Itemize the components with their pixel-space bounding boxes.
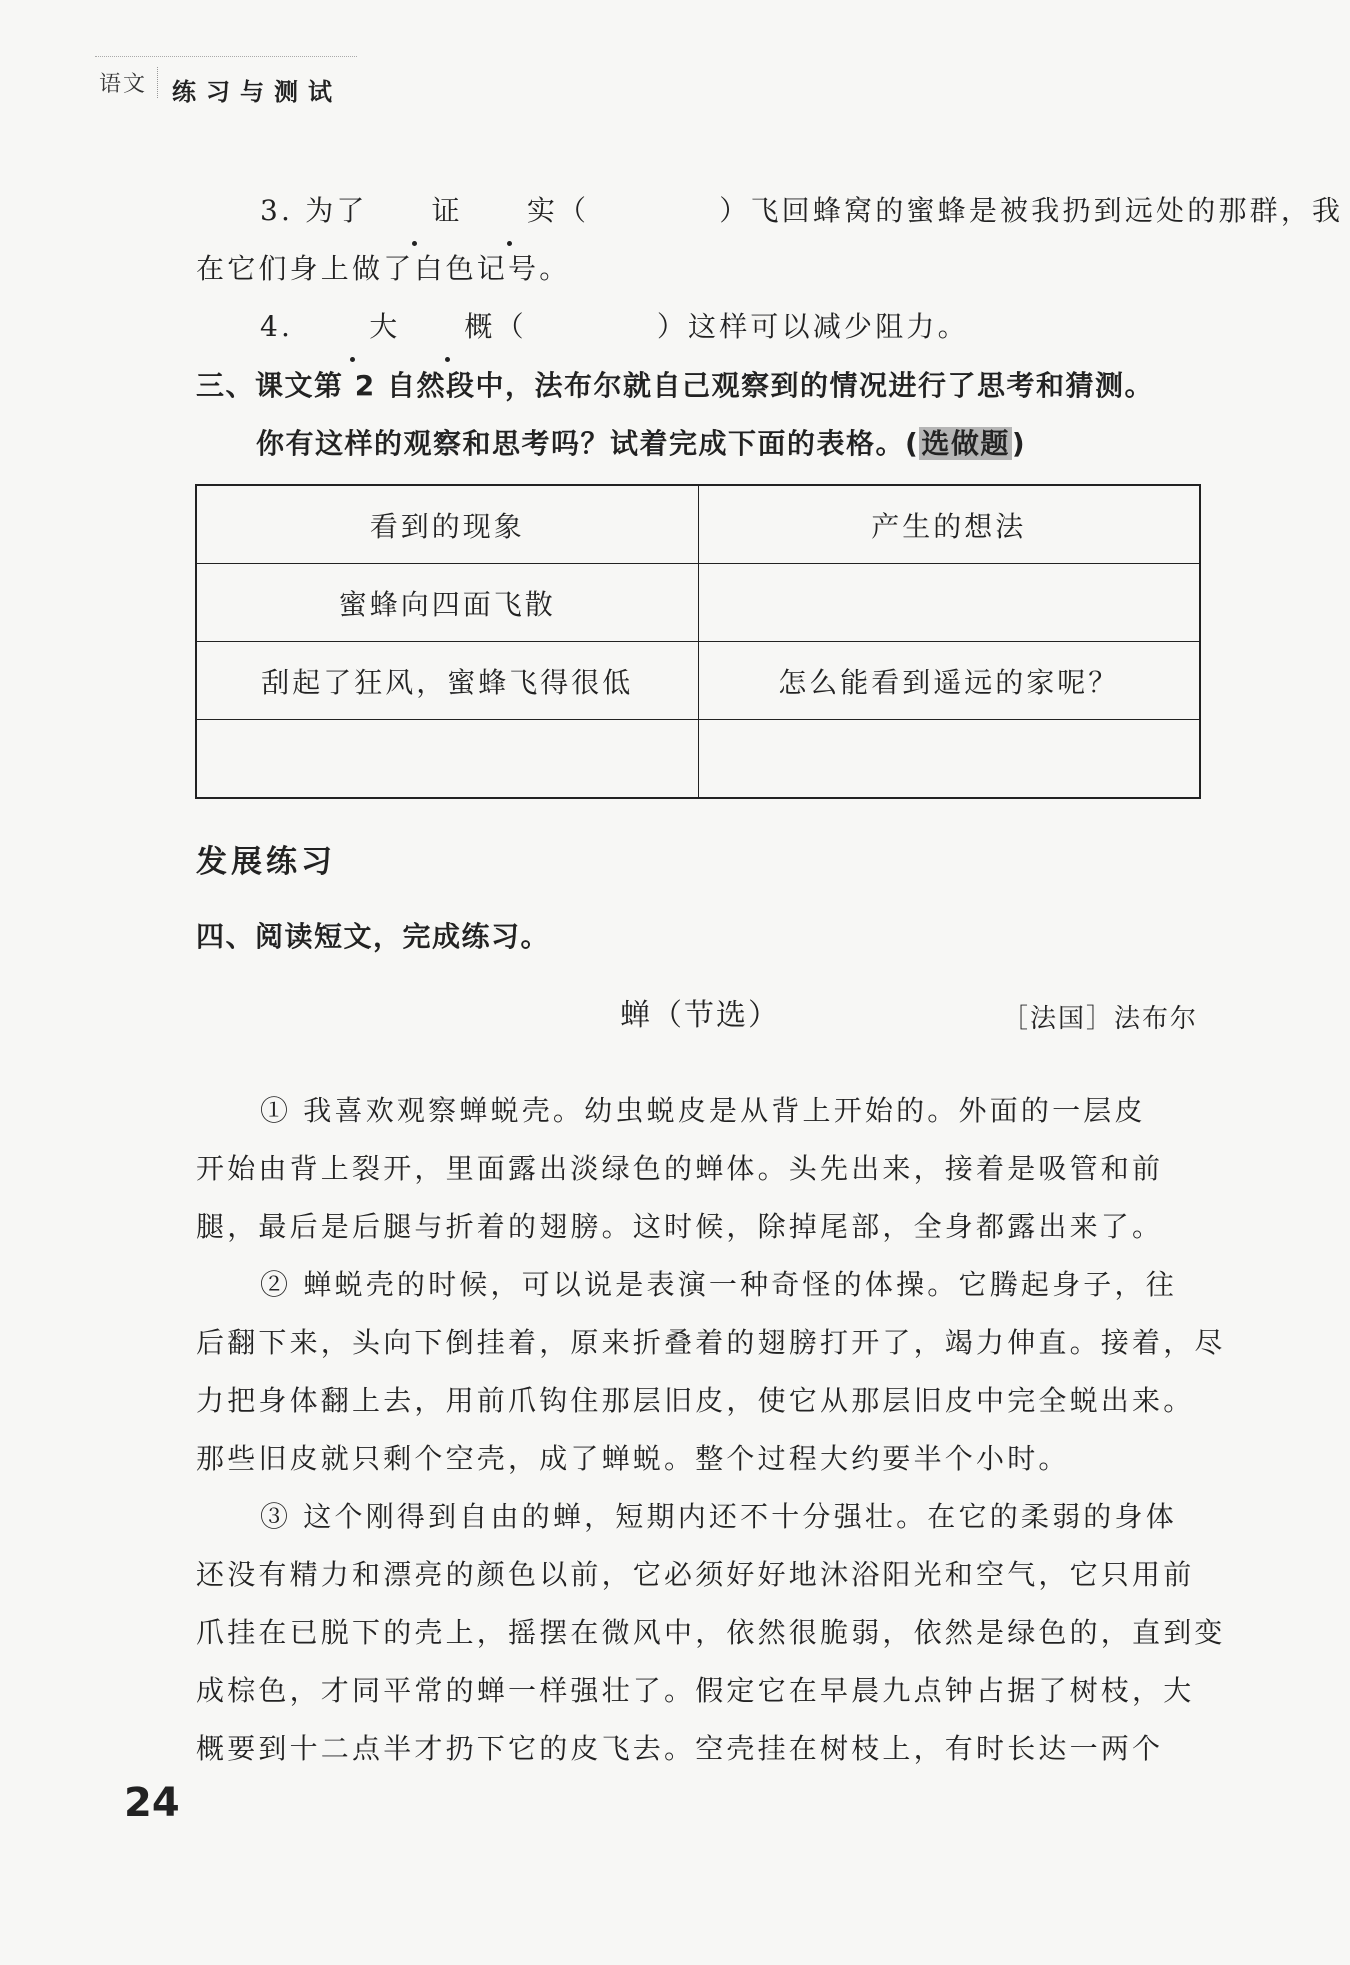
article-author: ［法国］法布尔 — [1002, 1004, 1199, 1034]
article-line: 爪挂在已脱下的壳上，摇摆在微风中，依然很脆弱，依然是绿色的，直到变 — [196, 1616, 1226, 1649]
article-line: 腿，最后是后腿与折着的翅膀。这时候，除掉尾部，全身都露出来了。 — [196, 1210, 1164, 1243]
table-cell-answer[interactable] — [196, 720, 698, 799]
page-number: 24 — [124, 1780, 180, 1826]
section-title: 发展练习 — [196, 844, 336, 880]
dotted-char: 大 — [305, 298, 400, 356]
book-title: 练习与测试 — [172, 78, 343, 106]
table-cell-answer[interactable] — [698, 564, 1200, 642]
question-3-line-2: 你有这样的观察和思考吗？试着完成下面的表格。(选做题) — [256, 427, 1027, 460]
article-line: 后翻下来，头向下倒挂着，原来折叠着的翅膀打开了，竭力伸直。接着，尽 — [196, 1326, 1226, 1359]
table-cell: 怎么能看到遥远的家呢？ — [698, 642, 1200, 720]
article-line: 开始由背上裂开，里面露出淡绿色的蝉体。头先出来，接着是吸管和前 — [196, 1152, 1164, 1185]
item-3-line-1: 3. 为了 证 实（ ）飞回蜂窝的蜜蜂是被我扔到远处的那群，我 — [196, 182, 1206, 240]
article-line: 那些旧皮就只剩个空壳，成了蝉蜕。整个过程大约要半个小时。 — [196, 1442, 1070, 1475]
table-row — [196, 642, 1200, 720]
item-4-line: 4. 大 概（ ）这样可以减少阻力。 — [196, 298, 1206, 356]
observation-table — [195, 484, 1201, 799]
article-line: 还没有精力和漂亮的颜色以前，它必须好好地沐浴阳光和空气，它只用前 — [196, 1558, 1195, 1591]
table-row — [196, 720, 1200, 799]
table-cell-answer[interactable] — [698, 720, 1200, 799]
table-cell: 刮起了狂风，蜜蜂飞得很低 — [196, 642, 698, 720]
table-header-row — [196, 485, 1200, 564]
table-cell: 蜜蜂向四面飞散 — [196, 564, 698, 642]
article-line: 成棕色，才同平常的蝉一样强壮了。假定它在早晨九点钟占据了树枝，大 — [196, 1674, 1195, 1707]
article-line: ② 蝉蜕壳的时候，可以说是表演一种奇怪的体操。它腾起身子，往 — [260, 1268, 1177, 1301]
item-3-line-2: 在它们身上做了白色记号。 — [196, 252, 571, 285]
dotted-char: 概 — [400, 298, 495, 356]
article-line: ③ 这个刚得到自由的蝉，短期内还不十分强壮。在它的柔弱的身体 — [260, 1500, 1177, 1533]
dotted-char: 证 — [368, 182, 463, 240]
page-header — [95, 58, 342, 107]
question-3-line-1: 三、课文第 2 自然段中，法布尔就自己观察到的情况进行了思考和猜测。 — [196, 369, 1154, 402]
article-title: 蝉（节选） — [620, 998, 780, 1033]
article-line: 概要到十二点半才扔下它的皮飞去。空壳挂在树枝上，有时长达一两个 — [196, 1732, 1164, 1765]
header-rule — [95, 56, 357, 57]
optional-tag: 选做题 — [921, 427, 1010, 460]
table-header-cell: 产生的想法 — [698, 485, 1200, 564]
table-row — [196, 564, 1200, 642]
article-line: 力把身体翻上去，用前爪钩住那层旧皮，使它从那层旧皮中完全蜕出来。 — [196, 1384, 1195, 1417]
subject-label: 语文 — [95, 67, 158, 98]
table-header-cell: 看到的现象 — [196, 485, 698, 564]
question-4-heading: 四、阅读短文，完成练习。 — [196, 920, 551, 953]
dotted-char: 实 — [463, 182, 558, 240]
article-line: ① 我喜欢观察蝉蜕壳。幼虫蜕皮是从背上开始的。外面的一层皮 — [260, 1094, 1146, 1127]
